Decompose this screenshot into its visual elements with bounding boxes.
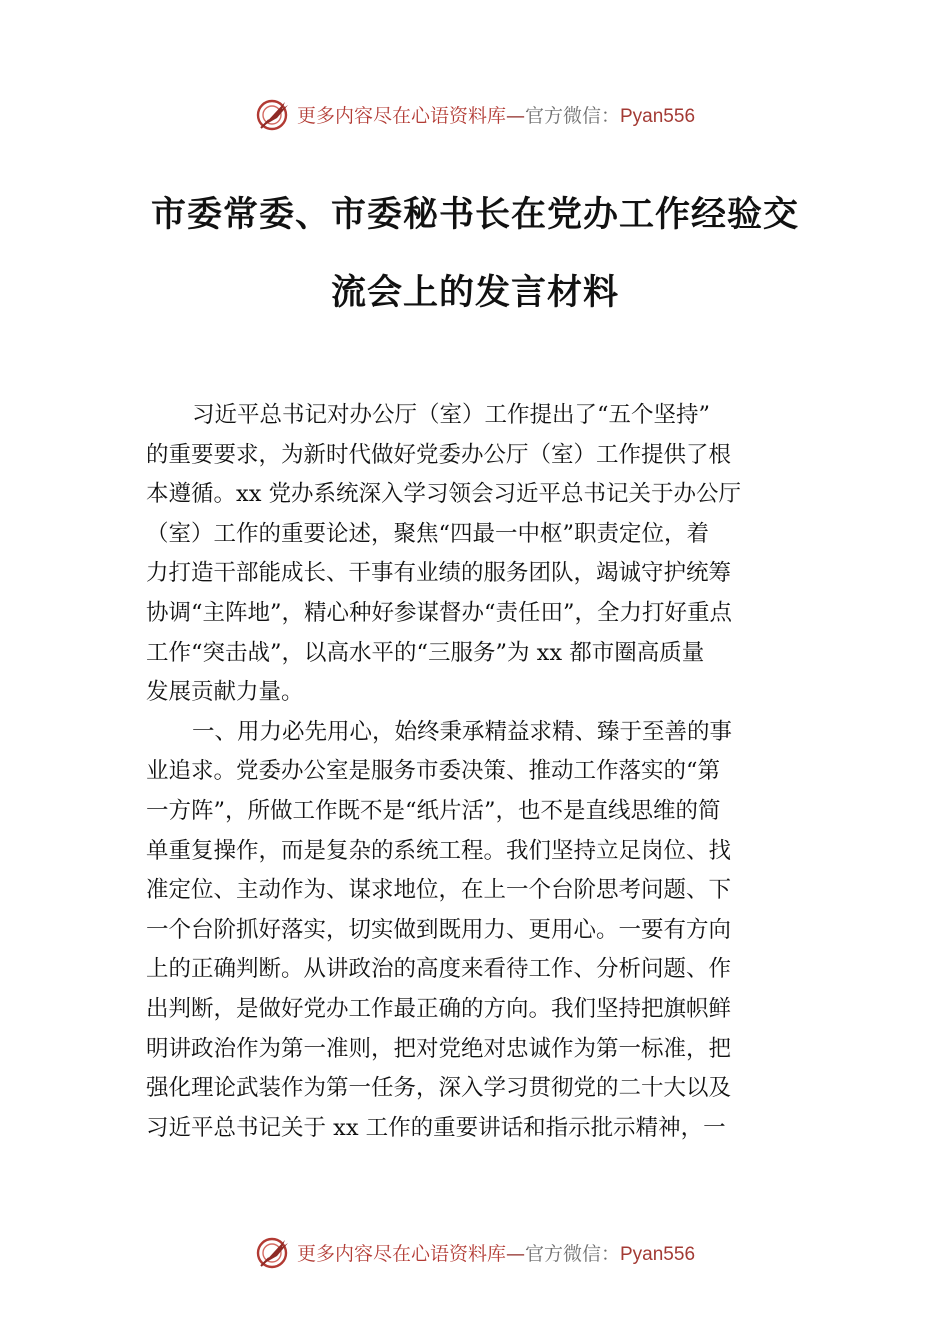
title-line-2: 流会上的发言材料 xyxy=(330,272,619,313)
body-line: 出判断，是做好党办工作最正确的方向。我们坚持把旗帜鲜 xyxy=(146,995,732,1022)
body-line: 一、用力必先用心，始终秉承精益求精、臻于至善的事 xyxy=(192,718,733,745)
body-line: 业追求。党委办公室是服务市委决策、推动工作落实的“第 xyxy=(146,758,721,785)
body-line: 协调“主阵地”，精心种好参谋督办“责任田”，全力打好重点 xyxy=(146,599,733,626)
header-watermark-banner xyxy=(0,92,950,136)
body-line: 习近平总书记对办公厅（室）工作提出了“五个坚持” xyxy=(192,402,711,428)
body-line: 本遵循。xx 党办系统深入学习领会习近平总书记关于办公厅 xyxy=(146,481,742,508)
body-line: 习近平总书记关于 xx 工作的重要讲话和指示批示精神，一 xyxy=(146,1114,726,1141)
body-line: 一个台阶抓好落实，切实做到既用力、更用心。一要有方向 xyxy=(146,916,732,943)
watermark-text: 更多内容尽在心语资料库—官方微信：Pyan556 xyxy=(296,104,696,127)
body-line: 明讲政治作为第一准则，把对党绝对忠诚作为第一标准，把 xyxy=(146,1035,732,1062)
footer-watermark-banner xyxy=(0,1230,950,1274)
body-line: 单重复操作，而是复杂的系统工程。我们坚持立足岗位、找 xyxy=(146,837,732,864)
document-body xyxy=(146,396,806,1148)
body-line: 强化理论武装作为第一任务，深入学习贯彻党的二十大以及 xyxy=(146,1075,732,1102)
quill-logo-icon xyxy=(255,96,291,132)
body-line: 力打造干部能成长、干事有业绩的服务团队，竭诚守护统筹 xyxy=(146,560,732,587)
body-line: 一方阵”，所做工作既不是“纸片活”，也不是直线思维的简 xyxy=(146,797,721,824)
body-line: 发展贡献力量。 xyxy=(146,679,304,706)
title-line-1: 市委常委、市委秘书长在党办工作经验交 xyxy=(150,194,799,235)
quill-logo-icon xyxy=(255,1234,291,1270)
body-line: 的重要要求，为新时代做好党委办公厅（室）工作提供了根 xyxy=(146,441,732,468)
body-line: （室）工作的重要论述，聚焦“四最一中枢”职责定位，着 xyxy=(146,520,710,547)
watermark-text: 更多内容尽在心语资料库—官方微信：Pyan556 xyxy=(296,1242,696,1265)
body-line: 上的正确判断。从讲政治的高度来看待工作、分析问题、作 xyxy=(146,956,732,983)
document-title xyxy=(120,176,830,332)
body-line: 工作“突击战”，以高水平的“三服务”为 xx 都市圈高质量 xyxy=(146,639,705,666)
body-line: 准定位、主动作为、谋求地位，在上一个台阶思考问题、下 xyxy=(146,877,732,904)
